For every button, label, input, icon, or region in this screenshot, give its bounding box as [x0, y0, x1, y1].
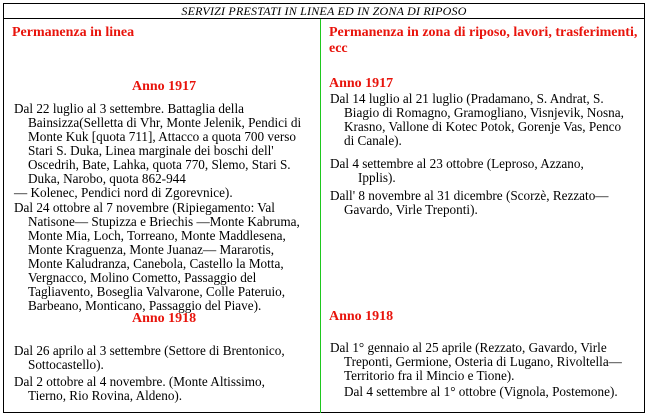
paragraph-altissimo — [14, 375, 314, 403]
paragraph-rezzato — [330, 341, 642, 383]
text-line: Dal 4 settembre al 23 ottobre (Leproso, Azzano, — [330, 156, 584, 171]
text-line: Dal 2 ottobre al 4 novembre. (Monte Altissimo, — [14, 374, 265, 389]
year-1918-heading-right: Anno 1918 — [329, 309, 394, 324]
paragraph-pradamano — [330, 92, 642, 148]
text-line: Monte Kaludranza, Canebola, Castello la Motta, — [28, 256, 284, 271]
column-heading-in-line: Permanenza in linea — [12, 25, 135, 40]
heading-line: ecc — [329, 41, 348, 56]
paragraph-leproso — [330, 157, 642, 185]
text-line: Dal 24 ottobre al 7 novembre (Ripiegamento: Val — [14, 200, 275, 215]
text-line: Monte Kraguenza, Monte Juanaz— Mararotis, — [28, 242, 275, 257]
text-line: Tagliavento, Boseglia Valvarone, Colle Pateruio, — [28, 284, 286, 299]
paragraph-brentonico — [14, 344, 314, 372]
text-line: Dal 4 settembre al 1° ottobre (Vignola, Postemone). — [344, 384, 618, 399]
paragraph-vignola — [344, 385, 642, 399]
text-line: Ipplis). — [358, 170, 396, 185]
text-line: Gavardo, Virle Treponti). — [344, 202, 478, 217]
column-heading-rest-zone — [329, 25, 641, 57]
text-line: Barbeano, Monticano, Passaggio del Piave). — [28, 298, 262, 313]
text-line: Oscedrih, Bate, Lahka, quota 770, Slemo, Stari S. — [28, 157, 291, 172]
services-table — [3, 3, 645, 413]
text-line: Natisone— Stupizza e Briechis —Monte Kabruma, — [28, 214, 300, 229]
heading-line: Permanenza in zona di riposo, lavori, trasferimenti, — [329, 25, 638, 40]
text-line: Treponti, Germione, Osteria di Lugano, Rivoltella— — [344, 354, 622, 369]
text-line: Bainsizza(Selletta di Vhr, Monte Jelenik, Pendici di — [28, 115, 302, 130]
text-line: Territorio fra il Mincio e Tione). — [344, 368, 515, 383]
year-1918-heading-left: Anno 1918 — [132, 311, 197, 326]
paragraph-bainsizza — [14, 102, 314, 200]
column-rest-zone — [321, 19, 644, 413]
text-line: Stari S. Duka, Linea marginale dei boschi dell' — [28, 143, 274, 158]
text-line: Vergnacco, Molino Cometto, Passaggio del — [28, 270, 257, 285]
text-line: Sottocastello). — [28, 357, 104, 372]
column-in-line — [4, 19, 321, 413]
text-line: Krasno, Vallone di Kotec Potok, Gorenje Vas, Penco — [344, 119, 622, 134]
text-line: Monte Kuk [quota 711], Attacco a quota 700 verso — [28, 129, 296, 144]
text-line: Monte Mia, Loch, Torreano, Monte Maddlesena, — [28, 228, 286, 243]
text-line: Biagio di Romagno, Gramogliano, Visnjevik, Nosna, — [344, 105, 624, 120]
text-line: Dal 14 luglio al 21 luglio (Pradamano, S. Andrat, S. — [330, 91, 604, 106]
table-title: SERVIZI PRESTATI IN LINEA ED IN ZONA DI RIPOSO — [4, 4, 644, 19]
text-line: Dal 26 aprilo al 3 settembre (Settore di Brentonico, — [14, 343, 285, 358]
text-line: Dall' 8 novembre al 31 dicembre (Scorzè, Rezzato— — [330, 188, 609, 203]
text-line: di Canale). — [344, 133, 402, 148]
text-line: Duka, Narobo, quota 862-944 — [28, 171, 186, 186]
text-line: Dal 1° gennaio al 25 aprile (Rezzato, Gavardo, Virle — [330, 340, 607, 355]
year-1917-heading-left: Anno 1917 — [132, 79, 197, 94]
paragraph-ripiegamento — [14, 201, 314, 313]
text-line: — Kolenec, Pendici nord di Zgorevnice). — [14, 185, 233, 200]
year-1917-heading-right: Anno 1917 — [329, 76, 394, 91]
text-line: Tierno, Rio Rovina, Aldeno). — [28, 388, 183, 403]
paragraph-scorze — [330, 189, 642, 217]
text-line: Dal 22 luglio al 3 settembre. Battaglia della — [14, 101, 244, 116]
